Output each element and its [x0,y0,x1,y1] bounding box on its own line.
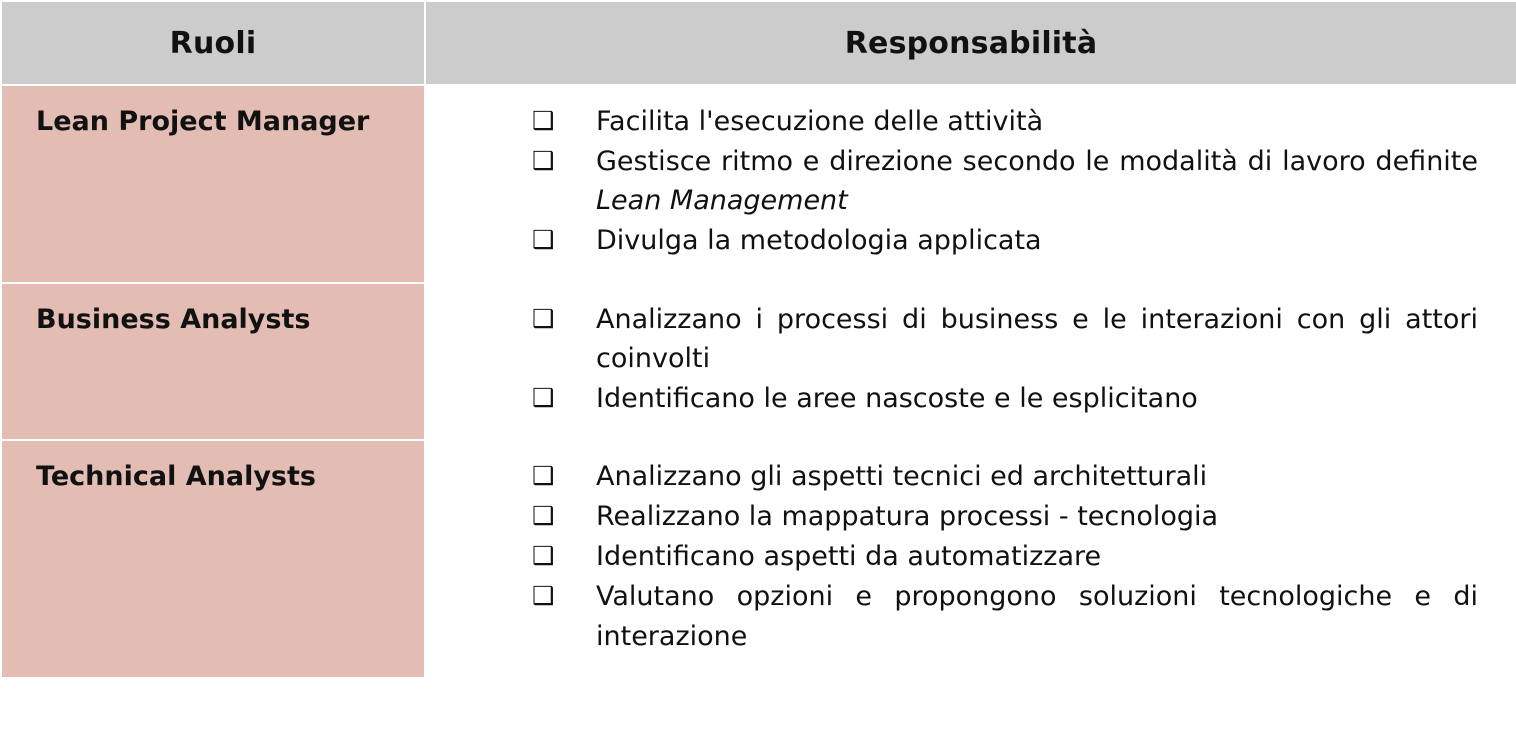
list-item-text: Analizzano i processi di business e le interazioni con gli attori coinvolti [596,303,1478,374]
list-item-text: Analizzano gli aspetti tecnici ed architetturali [596,460,1208,492]
table-header [1,1,1516,85]
list-item [524,300,1478,379]
list-item [524,142,1478,221]
bullet-checkbox-icon: ❑ [532,382,555,412]
responsibilities-cell [425,85,1516,283]
list-item [524,221,1478,261]
list-item [524,537,1478,577]
responsibility-list [426,457,1478,657]
list-item [524,102,1478,142]
column-header-responsibilities: Responsabilità [425,1,1516,85]
bullet-checkbox-icon: ❑ [532,581,555,611]
column-header-roles: Ruoli [1,1,425,85]
table-header-row [1,1,1516,85]
list-item-text: Divulga la metodologia applicata [596,225,1042,257]
list-item-text: Valutano opzioni e propongono soluzioni tecnologiche e di interazione [596,581,1478,652]
bullet-checkbox-icon: ❑ [532,501,555,531]
bullet-checkbox-icon: ❑ [532,460,555,490]
bullet-checkbox-icon: ❑ [532,106,555,135]
responsibility-list [426,300,1478,419]
bullet-checkbox-icon: ❑ [532,146,555,176]
bullet-checkbox-icon: ❑ [532,541,555,571]
responsibilities-cell [425,283,1516,440]
list-item [524,457,1478,497]
list-item-text: Facilita l'esecuzione delle attività [596,106,1044,137]
role-name-cell: Business Analysts [1,283,425,440]
list-item-text: Identificano le aree nascoste e le esplicitano [596,382,1198,414]
role-name-cell: Technical Analysts [1,440,425,678]
list-item [524,379,1478,419]
list-item-text: Realizzano la mappatura processi - tecnologia [596,501,1219,533]
table-row [1,440,1516,678]
list-item [524,497,1478,537]
table-body [1,85,1516,678]
list-item-text [596,142,1478,220]
list-item-text-emphasis: Lean Management [596,185,848,217]
list-item-text-plain: Gestisce ritmo e direzione secondo le modalità di lavoro definite [596,146,1478,178]
list-item [524,577,1478,656]
table-row [1,85,1516,283]
bullet-checkbox-icon: ❑ [532,225,555,255]
role-name-cell: Lean Project Manager [1,85,425,283]
table-row [1,283,1516,440]
responsibilities-cell [425,440,1516,678]
list-item-text: Identificano aspetti da automatizzare [596,541,1102,573]
bullet-checkbox-icon: ❑ [532,303,555,333]
responsibility-list [426,102,1478,262]
